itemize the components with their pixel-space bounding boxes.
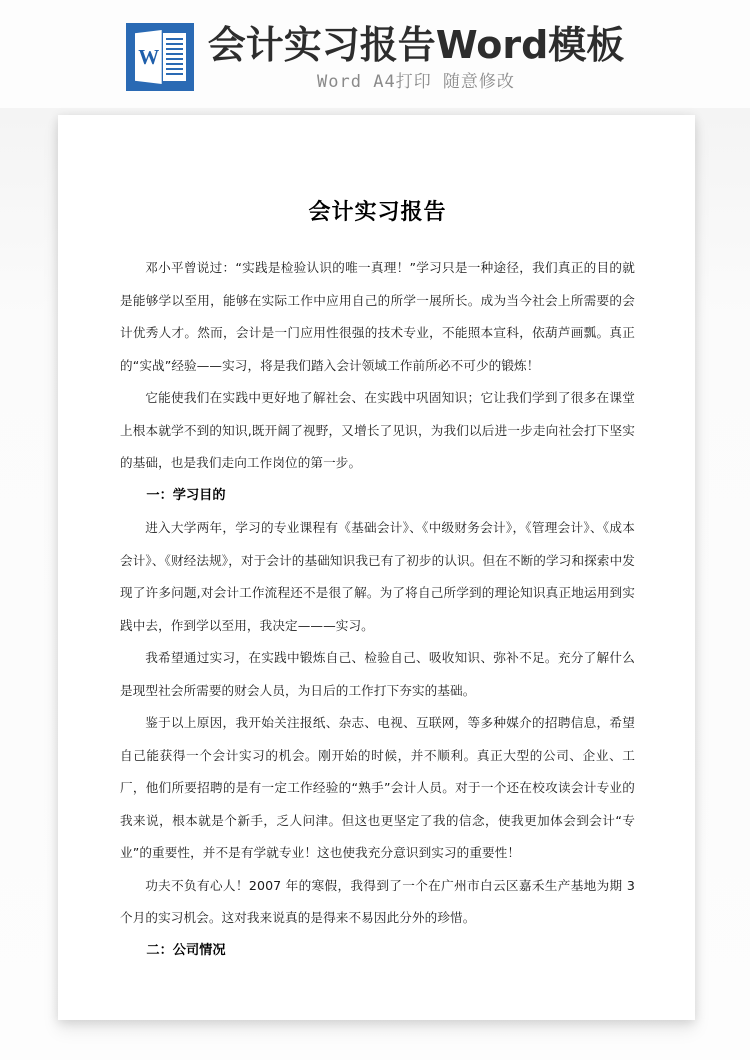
banner-subtitle: Word A4打印 随意修改 xyxy=(317,72,515,92)
body-paragraph: 功夫不负有心人！2007 年的寒假，我得到了一个在广州市白云区嘉禾生产基地为期 3 个月的实习机会。这对我来说真的是得来不易因此分外的珍惜。 xyxy=(120,877,635,925)
word-app-icon xyxy=(126,23,194,91)
word-icon-letter: W xyxy=(138,44,159,69)
document-body xyxy=(120,252,635,967)
body-paragraph: 邓小平曾说过：“实践是检验认识的唯一真理！”学习只是一种途径，我们真正的目的就是能够学以至用，能够在实际工作中应用自己的所学一展所长。成为当今社会上所需要的会计优秀人才。然而，会计是一门应用性很强的技术专业，不能照本宣科，依葫芦画瓢。真正的“实战”经验——实习，将是我们踏入会计领域工作前所必不可少的锻炼！ xyxy=(120,260,635,373)
section-heading: 二：公司情况 xyxy=(146,942,226,958)
document-content xyxy=(58,115,695,1020)
body-paragraph: 它能使我们在实践中更好地了解社会、在实践中巩固知识；它让我们学到了很多在课堂上根本就学不到的知识,既开阔了视野，又增长了见识，为我们以后进一步走向社会打下坚实的基础，也是我们走向工作岗位的第一步。 xyxy=(120,390,635,470)
banner-title: 会计实习报告Word模板 xyxy=(207,23,625,67)
body-paragraph: 我希望通过实习，在实践中锻炼自己、检验自己、吸收知识、弥补不足。充分了解什么是现型社会所需要的财会人员，为日后的工作打下夯实的基础。 xyxy=(120,650,635,698)
banner-text-group xyxy=(208,23,625,93)
word-icon-lines xyxy=(163,33,186,81)
document-page-sheet xyxy=(58,115,695,1020)
section-heading: 一：学习目的 xyxy=(146,487,226,503)
body-paragraph: 进入大学两年，学习的专业课程有《基础会计》、《中级财务会计》，《管理会计》、《成本会计》、《财经法规》，对于会计的基础知识我已有了初步的认识。但在不断的学习和探索中发现了许多问题,对会计工作流程还不是很了解。为了将自己所学到的理论知识真正地运用到实践中去，作到学以至用，我决定———实习。 xyxy=(120,520,635,633)
document-canvas xyxy=(0,108,750,1060)
body-paragraph: 鉴于以上原因，我开始关注报纸、杂志、电视、互联网，等多种媒介的招聘信息，希望自己能获得一个会计实习的机会。刚开始的时候，并不顺利。真正大型的公司、企业、工厂，他们所要招聘的是有一定工作经验的“熟手”会计人员。对于一个还在校攻读会计专业的我来说，根本就是个新手，乏人问津。但这也更坚定了我的信念，使我更加体会到会计“专业”的重要性，并不是有学就专业！这也使我充分意识到实习的重要性！ xyxy=(120,715,635,860)
banner-content xyxy=(126,0,625,93)
page-header-banner xyxy=(0,0,750,108)
document-title: 会计实习报告 xyxy=(308,200,447,225)
